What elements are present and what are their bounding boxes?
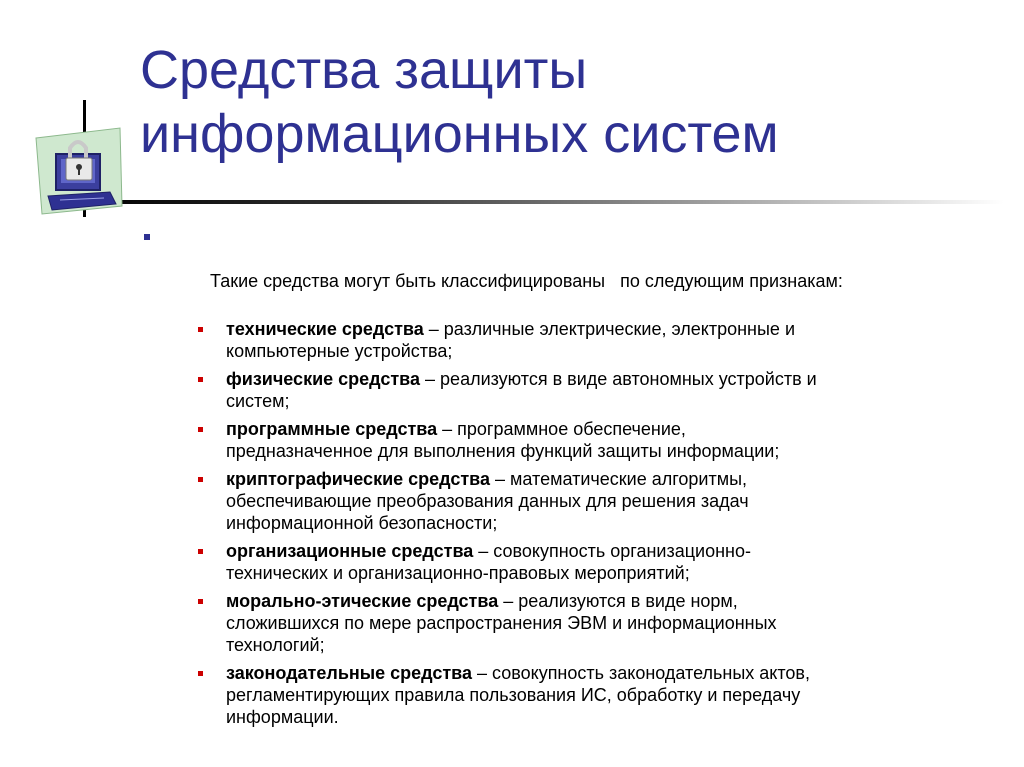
bullet-square [144, 234, 150, 240]
bullet-square [198, 327, 203, 332]
means-list [140, 318, 1000, 728]
bullet-square [198, 671, 203, 676]
list-item [140, 318, 1000, 362]
item-text: – программное обеспечение, [437, 419, 686, 439]
item-text-line: систем; [226, 391, 290, 411]
item-text-line: компьютерные устройства; [226, 341, 453, 361]
bullet-square [198, 599, 203, 604]
list-item [140, 540, 1000, 584]
intro-text: Такие средства могут быть классифицированы по следующим признакам: [210, 271, 843, 291]
bullet-square [198, 377, 203, 382]
bullet-square [198, 477, 203, 482]
item-term: морально-этические средства [226, 591, 499, 611]
item-term: криптографические средства [226, 469, 491, 489]
list-item [140, 368, 1000, 412]
item-term: программные средства [226, 419, 438, 439]
list-item [140, 468, 1000, 534]
list-item [140, 590, 1000, 656]
item-text-line: технологий; [226, 635, 325, 655]
item-text: – реализуются в виде автономных устройств и [420, 369, 817, 389]
slide-title [140, 38, 1000, 166]
bullet-square [198, 549, 203, 554]
item-term: законодательные средства [226, 663, 473, 683]
item-text-line: сложившихся по мере распространения ЭВМ и информационных [226, 613, 777, 633]
item-text: – совокупность организационно- [473, 541, 751, 561]
item-text-line: информации. [226, 707, 339, 727]
item-text: – различные электрические, электронные и [423, 319, 795, 339]
title-line-1: Средства защиты [140, 40, 588, 100]
list-item [140, 662, 1000, 728]
item-term: физические средства [226, 369, 421, 389]
computer-padlock-icon [34, 126, 124, 218]
item-term: технические средства [226, 319, 424, 339]
item-text-line: предназначенное для выполнения функций защиты информации; [226, 441, 780, 461]
item-text-line: информационной безопасности; [226, 513, 498, 533]
item-text-line: обеспечивающие преобразования данных для решения задач [226, 491, 749, 511]
item-text-line: технических и организационно-правовых мероприятий; [226, 563, 690, 583]
horizontal-divider [86, 200, 1004, 204]
item-text-line: регламентирующих правила пользования ИС, обработку и передачу [226, 685, 801, 705]
bullet-square [198, 427, 203, 432]
item-text: – реализуются в виде норм, [498, 591, 738, 611]
item-text: – совокупность законодательных актов, [472, 663, 810, 683]
title-line-2: информационных систем [140, 104, 779, 164]
content-area [140, 226, 1000, 734]
item-text: – математические алгоритмы, [490, 469, 748, 489]
intro-item [140, 226, 1000, 314]
list-item [140, 418, 1000, 462]
item-term: организационные средства [226, 541, 474, 561]
